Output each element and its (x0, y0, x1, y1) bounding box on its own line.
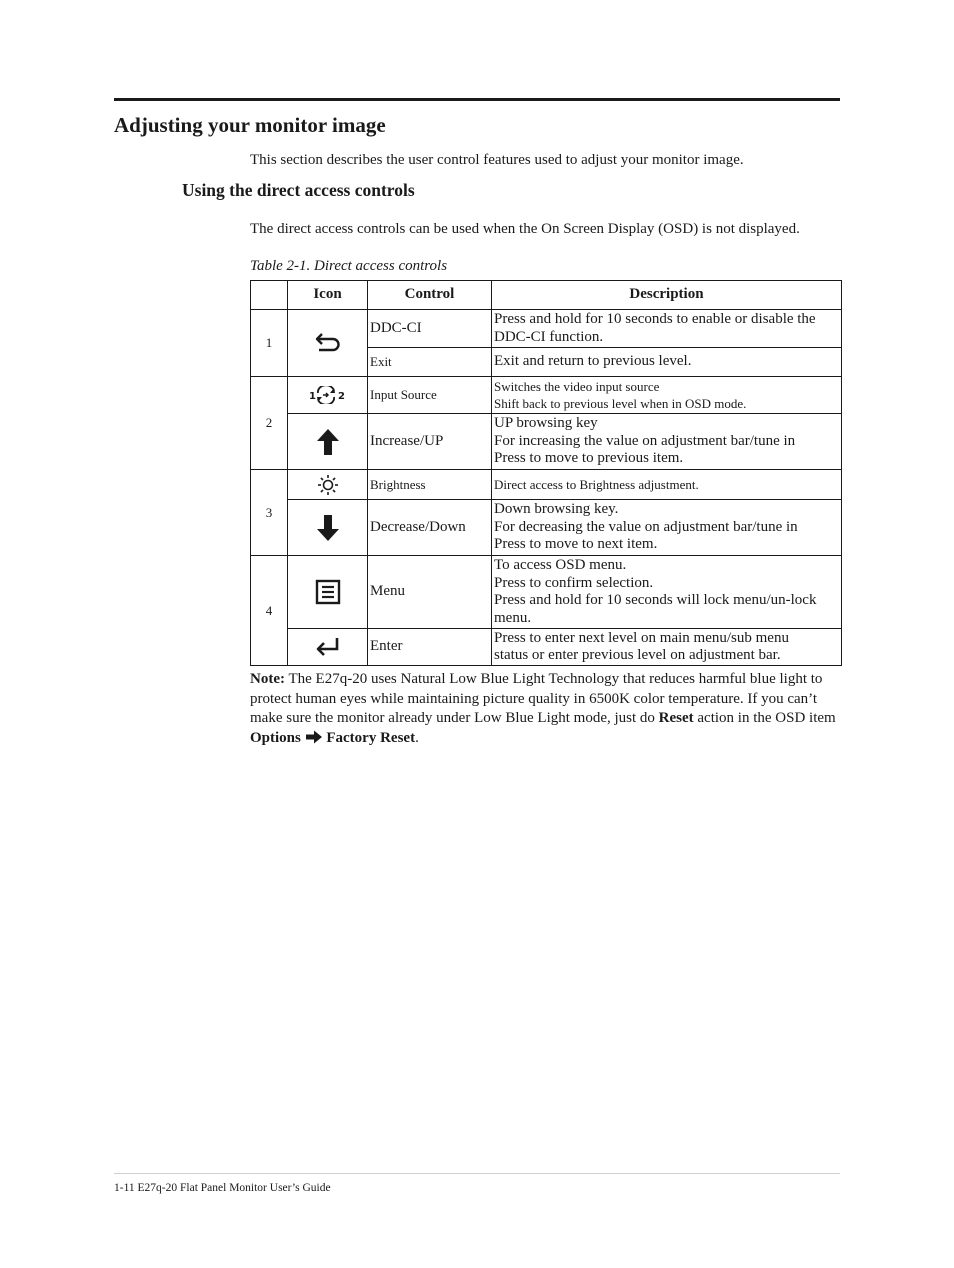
page-title: Adjusting your monitor image (114, 113, 386, 137)
options-label: Options (250, 729, 301, 746)
right-arrow-icon (305, 730, 323, 751)
control-description: Switches the video input source Shift back to previous level when in OSD mode. (492, 377, 842, 414)
intro-paragraph: This section describes the user control features used to adjust your monitor image. (250, 152, 744, 168)
control-description: Down browsing key. For decreasing the value on adjustment bar/tune in Press to move to next item. (492, 500, 842, 556)
control-name: Input Source (368, 377, 492, 414)
table-row (251, 470, 842, 500)
note-label: Note: (250, 671, 285, 687)
svg-text:1: 1 (308, 391, 316, 402)
header-description: Description (492, 281, 842, 310)
table-header-row (251, 281, 842, 310)
enter-icon (288, 629, 368, 666)
page-footer: 1-11 E27q-20 Flat Panel Monitor User’s Guide (114, 1182, 331, 1194)
row-number: 1 (251, 310, 288, 377)
row-number: 2 (251, 377, 288, 470)
down-arrow-icon (288, 500, 368, 556)
table-row (251, 414, 842, 470)
control-name: Exit (368, 348, 492, 377)
control-description: Direct access to Brightness adjustment. (492, 470, 842, 500)
table-row (251, 310, 842, 348)
table-row (251, 556, 842, 629)
brightness-icon (288, 470, 368, 500)
control-description: Exit and return to previous level. (492, 348, 842, 377)
control-name: Enter (368, 629, 492, 666)
reset-label: Reset (658, 710, 694, 726)
control-description: To access OSD menu. Press to confirm selection. Press and hold for 10 seconds will lock menu/un-lock menu. (492, 556, 842, 629)
footer-rule (114, 1173, 840, 1174)
table-row (251, 377, 842, 414)
control-description: Press and hold for 10 seconds to enable or disable the DDC-CI function. (492, 310, 842, 348)
header-icon: Icon (288, 281, 368, 310)
section-heading: Using the direct access controls (182, 180, 415, 200)
up-arrow-icon (288, 414, 368, 470)
section-description: The direct access controls can be used when the On Screen Display (OSD) is not displayed. (250, 221, 800, 237)
row-number: 4 (251, 556, 288, 666)
header-number (251, 281, 288, 310)
top-rule (114, 98, 840, 101)
control-description: Press to enter next level on main menu/sub menu status or enter previous level on adjustment bar. (492, 629, 842, 666)
row-number: 3 (251, 470, 288, 556)
note-paragraph: Note: The E27q-20 uses Natural Low Blue Light Technology that reduces harmful blue light to protect human eyes while maintaining picture quality in 6500K color temperature. If you can’t make sure the monitor already under Low Blue Light mode, just do Reset action in the OSD item Options Factory Reset. (250, 670, 850, 750)
control-name: Brightness (368, 470, 492, 500)
return-icon (288, 310, 368, 377)
control-name: Increase/UP (368, 414, 492, 470)
input-source-icon (288, 377, 368, 414)
direct-access-controls-table (250, 280, 842, 666)
table-row (251, 629, 842, 666)
control-description: UP browsing key For increasing the value on adjustment bar/tune in Press to move to previous item. (492, 414, 842, 470)
svg-text:2: 2 (337, 391, 345, 402)
menu-icon (288, 556, 368, 629)
control-name: Decrease/Down (368, 500, 492, 556)
header-control: Control (368, 281, 492, 310)
table-row (251, 500, 842, 556)
factory-reset-label: Factory Reset (326, 729, 416, 746)
control-name: DDC-CI (368, 310, 492, 348)
table-caption: Table 2-1. Direct access controls (250, 258, 448, 274)
control-name: Menu (368, 556, 492, 629)
